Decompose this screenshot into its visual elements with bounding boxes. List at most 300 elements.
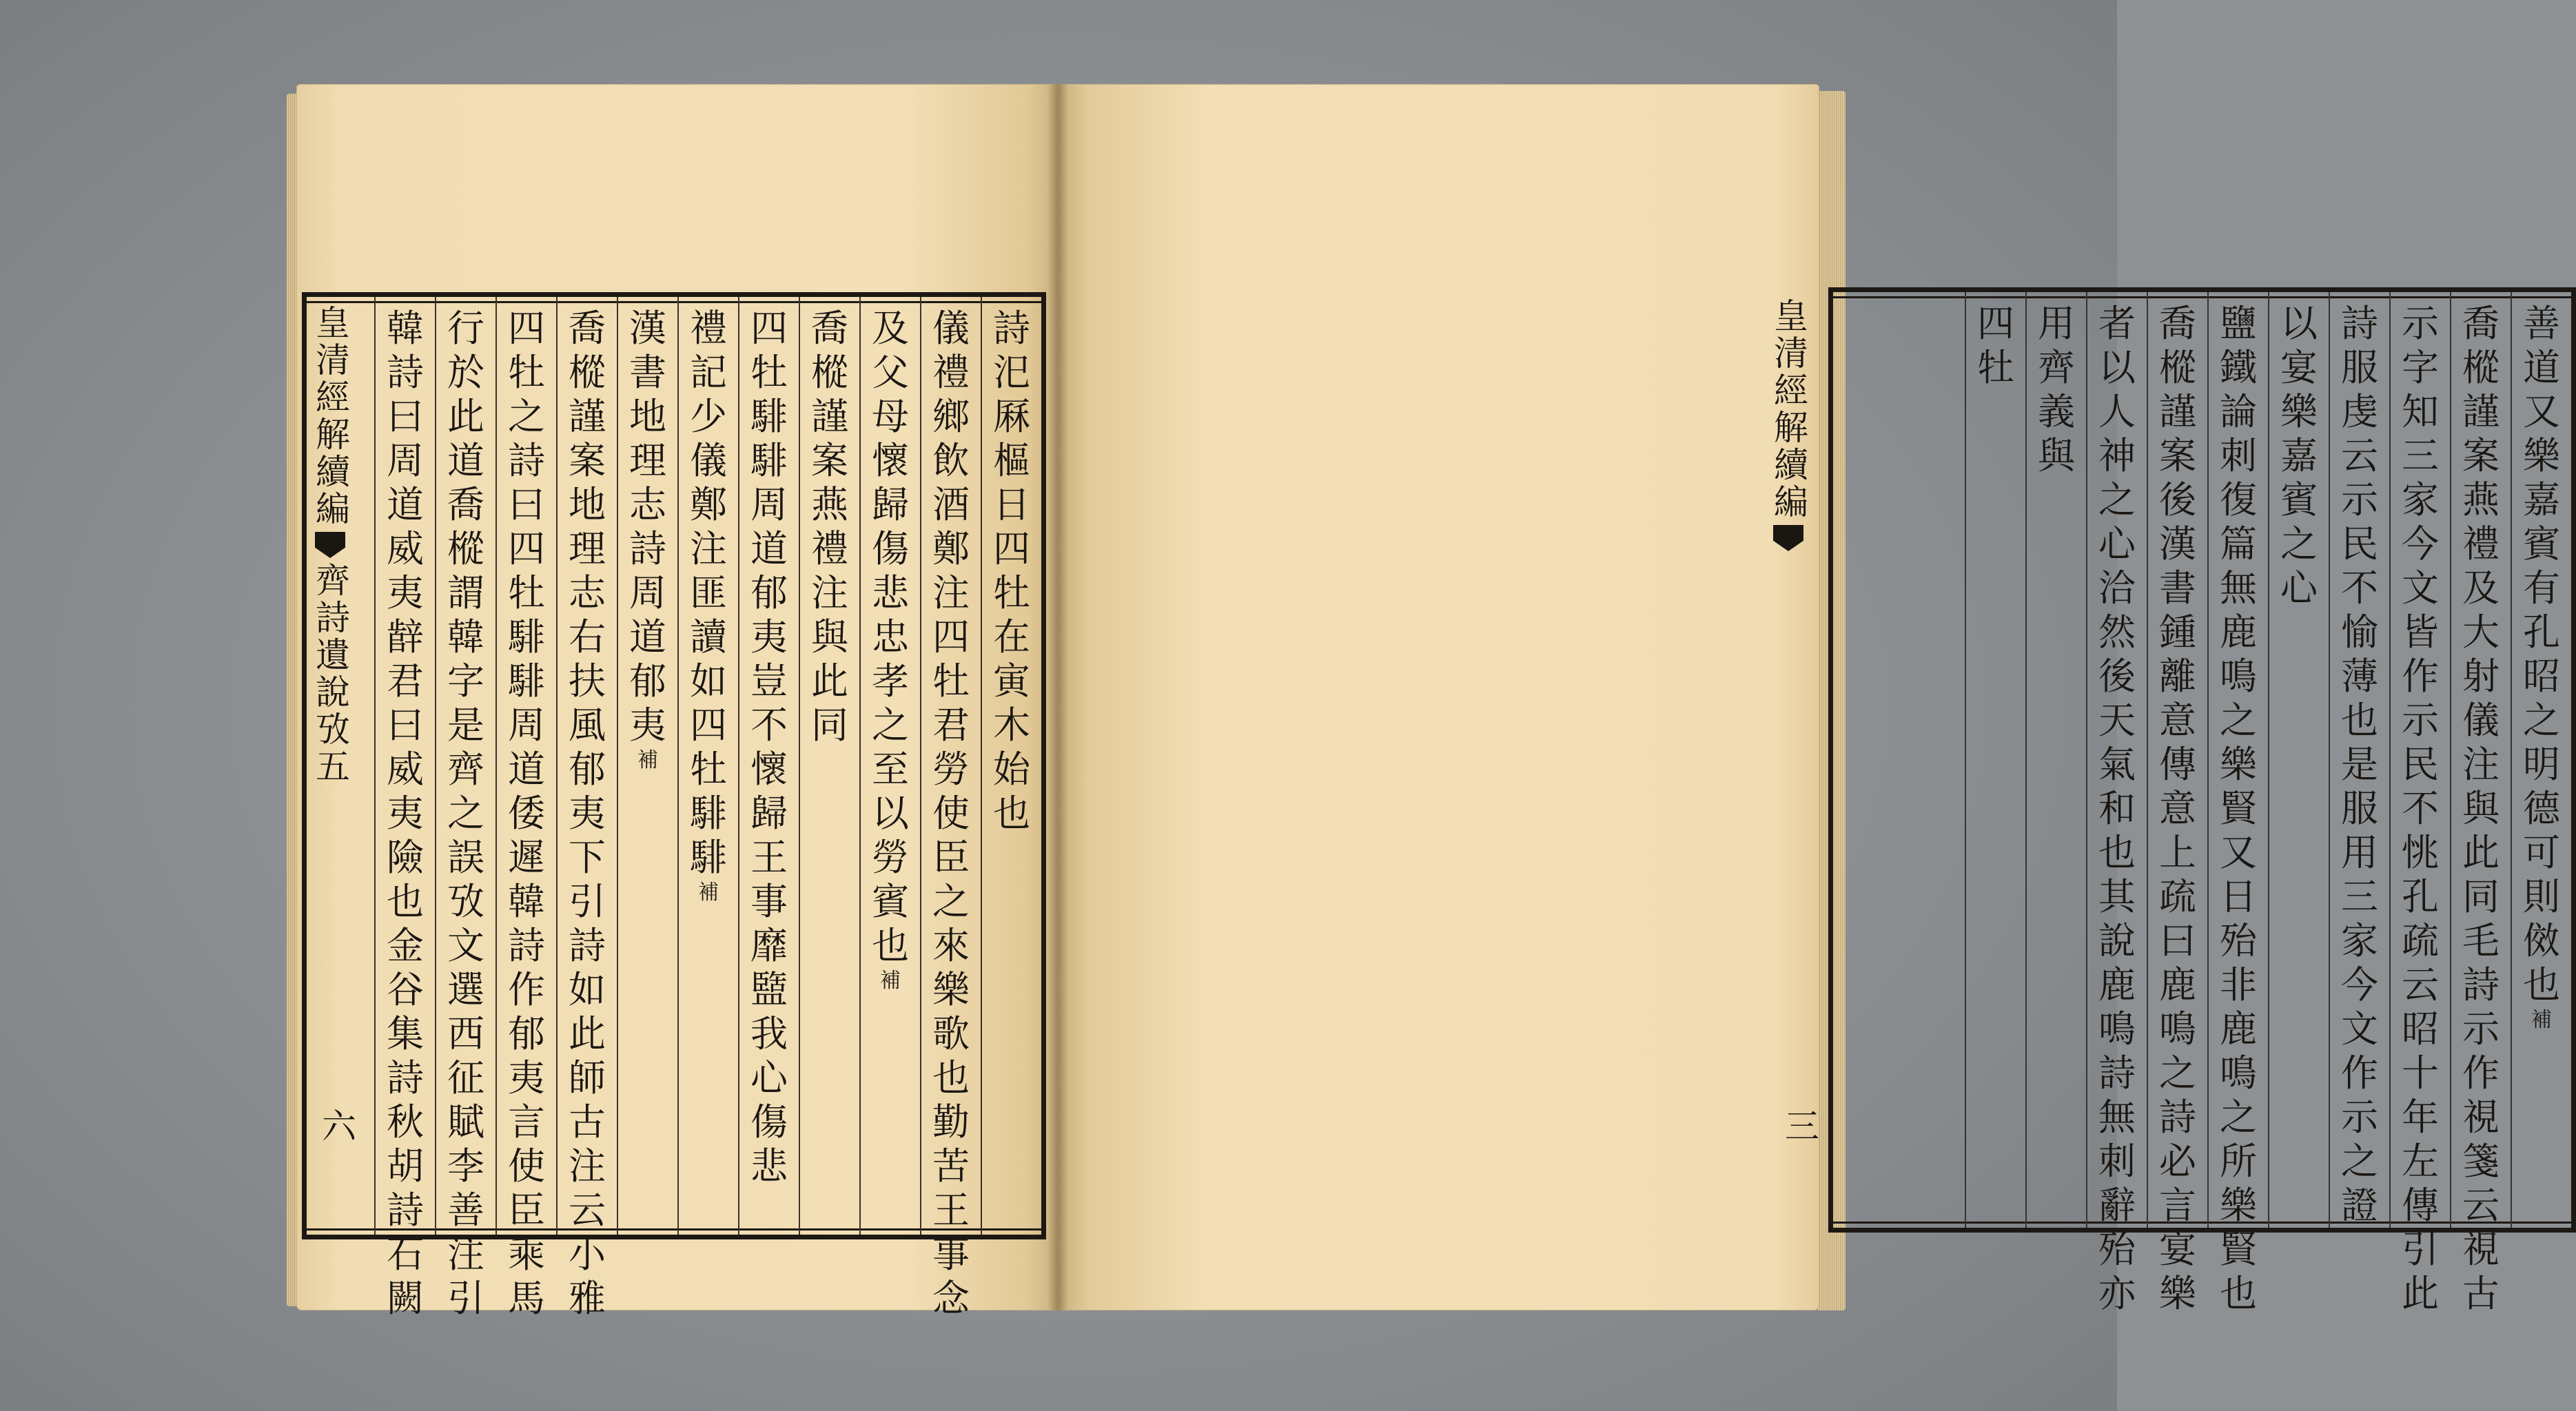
left-character: 鄭 (932, 527, 970, 570)
right-character: 之 (2159, 1051, 2196, 1095)
left-character: 此 (811, 659, 848, 703)
left-text-column (803, 307, 857, 748)
right-character: 昭 (2402, 1007, 2439, 1051)
left-character: 道 (629, 615, 666, 659)
left-character: 志 (569, 571, 606, 615)
right-character: 道 (2523, 346, 2560, 389)
right-column-rule (2025, 292, 2027, 1228)
right-character: 引 (2402, 1228, 2439, 1271)
right-character: 案 (2462, 434, 2500, 477)
right-character: 以 (2280, 302, 2318, 345)
right-character: 善 (2523, 302, 2560, 345)
left-character: 與 (811, 615, 848, 659)
left-top-inner-rule (307, 301, 1041, 303)
right-character: 不 (2402, 787, 2439, 830)
right-character: 然 (2098, 610, 2136, 654)
right-text-column (2151, 302, 2205, 1316)
right-text-column (2454, 302, 2508, 1316)
left-character: 夷 (387, 792, 424, 835)
left-character: 理 (569, 527, 606, 570)
right-character: 之 (2220, 699, 2257, 742)
right-character: 毛 (2462, 919, 2500, 962)
left-character: 周 (508, 703, 545, 747)
right-text-column (2272, 302, 2326, 610)
right-character: 氣 (2098, 743, 2136, 786)
right-character: 鹿 (2220, 610, 2257, 654)
right-character: 補 (2531, 1008, 2552, 1032)
right-character: 與 (2462, 787, 2500, 830)
right-character: 離 (2159, 655, 2196, 698)
left-character: 讀 (690, 615, 727, 659)
left-character: 秋 (387, 1100, 424, 1144)
right-character: 左 (2402, 1140, 2439, 1183)
right-character: 虔 (2341, 390, 2378, 433)
left-character: 補 (698, 880, 719, 905)
right-character: 樅 (2159, 346, 2196, 389)
right-column-rule (1965, 292, 1966, 1228)
right-character: 又 (2523, 390, 2560, 433)
left-character: 險 (387, 836, 424, 879)
right-character: 今 (2341, 963, 2378, 1007)
right-character: 之 (2098, 478, 2136, 522)
left-character: 之 (872, 703, 909, 747)
left-text-column (682, 307, 735, 906)
left-character: 始 (993, 748, 1030, 791)
left-character: 臣 (508, 1188, 545, 1232)
right-character: 注 (2462, 743, 2500, 786)
left-character: 辪 (387, 615, 424, 659)
right-character: 鳴 (2098, 1007, 2136, 1051)
right-character: 案 (2159, 434, 2196, 477)
right-page (1058, 84, 2560, 1315)
left-column-rule (859, 297, 861, 1235)
right-character: 樅 (2462, 346, 2500, 389)
left-character: 同 (811, 703, 848, 747)
left-character: 之 (932, 880, 970, 923)
right-character: 樂 (2280, 390, 2318, 433)
left-character: 悲 (872, 571, 909, 615)
left-character: 闕 (387, 1277, 424, 1320)
left-character: 如 (690, 659, 727, 703)
left-character: 使 (932, 792, 970, 835)
left-character: 補 (880, 969, 901, 993)
left-character: 補 (637, 748, 658, 772)
right-character: 亦 (2098, 1272, 2136, 1315)
left-character: 傷 (750, 1100, 788, 1144)
right-character: 三 (2341, 875, 2378, 918)
right-character: 也 (2098, 831, 2136, 874)
right-character: 文 (2402, 566, 2439, 610)
left-character: 來 (932, 924, 970, 967)
right-character: 神 (2098, 434, 2136, 477)
left-character: 君 (387, 659, 424, 703)
left-character: 孝 (872, 659, 909, 703)
left-character: 謹 (811, 395, 848, 438)
left-character: 征 (447, 1056, 484, 1100)
left-character: 注 (932, 571, 970, 615)
left-character: 四 (932, 615, 970, 659)
right-character: 字 (2402, 346, 2439, 389)
right-character: 服 (2341, 346, 2378, 389)
right-character: 示 (2402, 699, 2439, 742)
left-character: 四 (690, 703, 727, 747)
right-character: 心 (2280, 566, 2318, 610)
right-character: 必 (2159, 1140, 2196, 1183)
left-character: 風 (569, 703, 606, 747)
right-character: 四 (1977, 302, 2014, 345)
left-character: 儀 (690, 439, 727, 482)
left-character: 引 (569, 880, 606, 923)
left-character: 悲 (750, 1144, 788, 1188)
right-character: 賓 (2280, 478, 2318, 522)
right-character: 論 (2220, 390, 2257, 433)
right-character: 也 (2523, 963, 2560, 1007)
left-character: 木 (993, 703, 1030, 747)
left-character: 至 (872, 748, 909, 791)
left-character: 禮 (932, 351, 970, 394)
left-character: 威 (387, 527, 424, 570)
right-character: 鳴 (2159, 1007, 2196, 1051)
left-character: 母 (872, 395, 909, 438)
left-character: 之 (447, 792, 484, 835)
left-character: 飲 (932, 439, 970, 482)
left-character: 詩 (629, 527, 666, 570)
right-character: 此 (2462, 831, 2500, 874)
left-character: 案 (811, 439, 848, 482)
left-character: 靡 (750, 924, 788, 967)
left-character: 集 (387, 1012, 424, 1055)
left-character: 云 (569, 1188, 606, 1232)
right-character: 言 (2159, 1184, 2196, 1227)
right-character: 賢 (2220, 1228, 2257, 1271)
left-character: 詩 (993, 307, 1030, 350)
left-character: 及 (872, 307, 909, 350)
right-column-rule (2207, 292, 2209, 1228)
right-character: 作 (2341, 1051, 2378, 1095)
left-character: 注 (447, 1233, 484, 1276)
right-character: 刺 (2098, 1140, 2136, 1183)
right-character: 云 (2402, 963, 2439, 1007)
right-character: 傳 (2402, 1184, 2439, 1227)
left-character: 曰 (387, 703, 424, 747)
left-character: 禮 (690, 307, 727, 350)
left-character: 周 (750, 483, 788, 526)
left-character: 書 (629, 351, 666, 394)
right-character: 示 (2341, 478, 2378, 522)
left-character: 盬 (750, 968, 788, 1011)
right-column-rule (2147, 292, 2148, 1228)
left-character: 金 (387, 924, 424, 967)
right-character: 作 (2402, 655, 2439, 698)
left-character: 騑 (690, 836, 727, 879)
right-character: 義 (2038, 390, 2075, 433)
left-character: 詩 (569, 924, 606, 967)
left-character: 韓 (447, 615, 484, 659)
left-character: 韓 (508, 880, 545, 923)
right-character: 辭 (2098, 1184, 2136, 1227)
left-character: 喬 (447, 483, 484, 526)
right-character: 有 (2523, 566, 2560, 610)
left-character: 郁 (750, 571, 788, 615)
right-text-column (2211, 302, 2265, 1316)
right-character: 此 (2402, 1272, 2439, 1315)
left-character: 雅 (569, 1277, 606, 1320)
left-column-rule (738, 297, 739, 1235)
right-column-rule (2450, 292, 2451, 1228)
left-character: 選 (447, 968, 484, 1011)
right-character: 殆 (2098, 1228, 2136, 1271)
left-character: 威 (387, 748, 424, 791)
right-character: 愉 (2341, 610, 2378, 654)
left-character: 倭 (508, 792, 545, 835)
left-character: 燕 (811, 483, 848, 526)
left-character: 善 (447, 1188, 484, 1232)
right-character: 作 (2462, 1051, 2500, 1095)
left-column-rule (435, 297, 436, 1235)
left-column-rule (556, 297, 558, 1235)
left-character: 周 (387, 439, 424, 482)
right-character: 謹 (2159, 390, 2196, 433)
right-character: 詩 (2098, 1051, 2136, 1095)
left-character: 以 (872, 792, 909, 835)
left-character: 謂 (447, 571, 484, 615)
left-character: 使 (508, 1144, 545, 1188)
right-character: 恌 (2402, 831, 2439, 874)
right-character: 日 (2220, 875, 2257, 918)
right-character: 皆 (2402, 610, 2439, 654)
left-text-column (560, 307, 614, 1321)
left-character: 不 (750, 703, 788, 747)
right-character: 後 (2098, 655, 2136, 698)
left-text-column (985, 307, 1039, 836)
left-character: 此 (569, 1012, 606, 1055)
right-character: 宴 (2280, 346, 2318, 389)
left-character: 四 (508, 527, 545, 570)
left-character: 馬 (508, 1277, 545, 1320)
left-character: 李 (447, 1144, 484, 1188)
right-character: 家 (2341, 919, 2378, 962)
left-character: 行 (447, 307, 484, 350)
right-character: 也 (2220, 1272, 2257, 1315)
left-character: 懷 (872, 439, 909, 482)
fishtail-mark (1773, 525, 1803, 551)
left-character: 注 (690, 527, 727, 570)
right-character: 說 (2098, 919, 2136, 962)
left-column-rule (374, 297, 376, 1235)
left-character: 寅 (993, 659, 1030, 703)
right-character: 之 (2523, 699, 2560, 742)
right-character: 詩 (2159, 1095, 2196, 1139)
left-character: 儀 (932, 307, 970, 350)
right-character: 和 (2098, 787, 2136, 830)
right-character: 無 (2220, 566, 2257, 610)
left-character: 少 (690, 395, 727, 438)
left-margin-section: 齊詩遺說攷五 (310, 562, 350, 785)
right-character: 之 (2280, 522, 2318, 566)
right-character: 復 (2220, 478, 2257, 522)
left-character: 賦 (447, 1100, 484, 1144)
right-margin-title: 皇清經解續編 (1768, 298, 1808, 521)
left-character: 牡 (508, 351, 545, 394)
left-character: 漢 (629, 307, 666, 350)
left-character: 四 (508, 307, 545, 350)
right-character: 齊 (2038, 346, 2075, 389)
right-character: 民 (2341, 522, 2378, 566)
right-character: 德 (2523, 787, 2560, 830)
left-character: 右 (569, 615, 606, 659)
left-character: 道 (750, 527, 788, 570)
right-character: 民 (2402, 743, 2439, 786)
right-character: 疏 (2402, 919, 2439, 962)
right-character: 知 (2402, 390, 2439, 433)
right-column-rule (2086, 292, 2087, 1228)
left-character: 樞 (993, 439, 1030, 482)
right-character: 古 (2462, 1272, 2500, 1315)
left-character: 郁 (508, 1012, 545, 1055)
left-character: 汜 (993, 351, 1030, 394)
right-character: 上 (2159, 831, 2196, 874)
right-character: 同 (2462, 875, 2500, 918)
right-character: 所 (2220, 1140, 2257, 1183)
left-character: 理 (629, 439, 666, 482)
left-text-column (500, 307, 553, 1321)
left-character: 念 (932, 1277, 970, 1320)
right-text-column (2030, 302, 2083, 478)
left-character: 夷 (629, 703, 666, 747)
left-character: 之 (508, 395, 545, 438)
right-character: 者 (2098, 302, 2136, 345)
right-character: 用 (2038, 302, 2075, 345)
right-character: 漢 (2159, 522, 2196, 566)
left-character: 騑 (750, 395, 788, 438)
right-character: 示 (2402, 302, 2439, 345)
left-character: 樅 (447, 527, 484, 570)
left-character: 詩 (387, 351, 424, 394)
left-character: 郁 (629, 659, 666, 703)
right-character: 證 (2341, 1184, 2378, 1227)
left-character: 下 (569, 836, 606, 879)
left-character: 臣 (932, 836, 970, 879)
left-character: 地 (629, 395, 666, 438)
left-character: 古 (569, 1100, 606, 1144)
right-character: 宴 (2159, 1228, 2196, 1271)
left-character: 四 (750, 307, 788, 350)
right-character: 樂 (2220, 743, 2257, 786)
right-character: 與 (2038, 434, 2075, 477)
right-text-column (2515, 302, 2568, 1033)
right-character: 明 (2523, 743, 2560, 786)
right-character: 傚 (2523, 919, 2560, 962)
left-character: 曰 (387, 395, 424, 438)
left-character: 牡 (993, 571, 1030, 615)
left-character: 騑 (508, 615, 545, 659)
left-character: 牡 (690, 748, 727, 791)
right-character: 以 (2098, 346, 2136, 389)
left-character: 夷 (508, 1056, 545, 1100)
right-character: 孔 (2523, 610, 2560, 654)
right-character: 示 (2341, 1095, 2378, 1139)
right-character: 則 (2523, 875, 2560, 918)
left-text-frame (302, 292, 1046, 1320)
left-text-column (621, 307, 675, 774)
left-character: 匪 (690, 571, 727, 615)
left-margin-title: 皇清經解續編 (310, 305, 350, 528)
left-text-column (924, 307, 978, 1321)
right-character: 喬 (2159, 302, 2196, 345)
left-character: 誤 (447, 836, 484, 879)
left-character: 案 (569, 439, 606, 482)
left-character: 石 (387, 1233, 424, 1276)
left-text-column (439, 307, 493, 1321)
right-character: 鹿 (2159, 963, 2196, 1007)
right-character: 謹 (2462, 390, 2500, 433)
left-character: 勞 (932, 748, 970, 791)
left-character: 牡 (508, 571, 545, 615)
left-character: 作 (508, 968, 545, 1011)
left-character: 師 (569, 1056, 606, 1100)
book-gutter (1047, 84, 1068, 1310)
right-character: 燕 (2462, 478, 2500, 522)
left-character: 小 (569, 1233, 606, 1276)
right-character: 用 (2341, 831, 2378, 874)
left-character: 谷 (387, 968, 424, 1011)
right-character: 視 (2462, 1095, 2500, 1139)
left-character: 父 (872, 351, 909, 394)
right-character: 鹿 (2098, 963, 2136, 1007)
left-character: 厤 (993, 395, 1030, 438)
left-character: 詩 (508, 439, 545, 482)
left-character: 鄭 (690, 483, 727, 526)
left-folio-number: 六 (316, 1108, 356, 1142)
left-character: 忠 (872, 615, 909, 659)
left-character: 曰 (508, 483, 545, 526)
right-character: 牡 (1977, 346, 2014, 389)
right-column-rule (2268, 292, 2269, 1228)
left-character: 苦 (932, 1144, 970, 1188)
right-character: 服 (2341, 787, 2378, 830)
right-column-rule (2511, 292, 2512, 1228)
right-character: 不 (2341, 566, 2378, 610)
right-character: 鹿 (2220, 1007, 2257, 1051)
left-character: 道 (447, 439, 484, 482)
right-character: 喬 (2462, 302, 2500, 345)
right-character: 嘉 (2523, 478, 2560, 522)
left-character: 也 (387, 880, 424, 923)
right-character: 年 (2402, 1095, 2439, 1139)
left-character: 鄉 (932, 395, 970, 438)
right-character: 鳴 (2220, 655, 2257, 698)
left-page (296, 84, 1058, 1320)
right-character: 人 (2098, 390, 2136, 433)
left-text-column (378, 307, 432, 1321)
right-character: 是 (2341, 743, 2378, 786)
right-character: 非 (2220, 963, 2257, 1007)
left-character: 乘 (508, 1233, 545, 1276)
right-character: 鐵 (2220, 346, 2257, 389)
left-character: 胡 (387, 1144, 424, 1188)
left-character: 歌 (932, 1012, 970, 1055)
right-character: 之 (2220, 1095, 2257, 1139)
left-column-rule (981, 297, 982, 1235)
right-character: 其 (2098, 875, 2136, 918)
left-character: 賓 (872, 880, 909, 923)
right-character: 賓 (2523, 522, 2560, 566)
left-character: 樅 (569, 351, 606, 394)
right-folio-number: 三 (1779, 1108, 1819, 1142)
right-character: 樂 (2159, 1272, 2196, 1315)
left-column-rule (617, 297, 618, 1235)
right-text-column (2333, 302, 2386, 1228)
